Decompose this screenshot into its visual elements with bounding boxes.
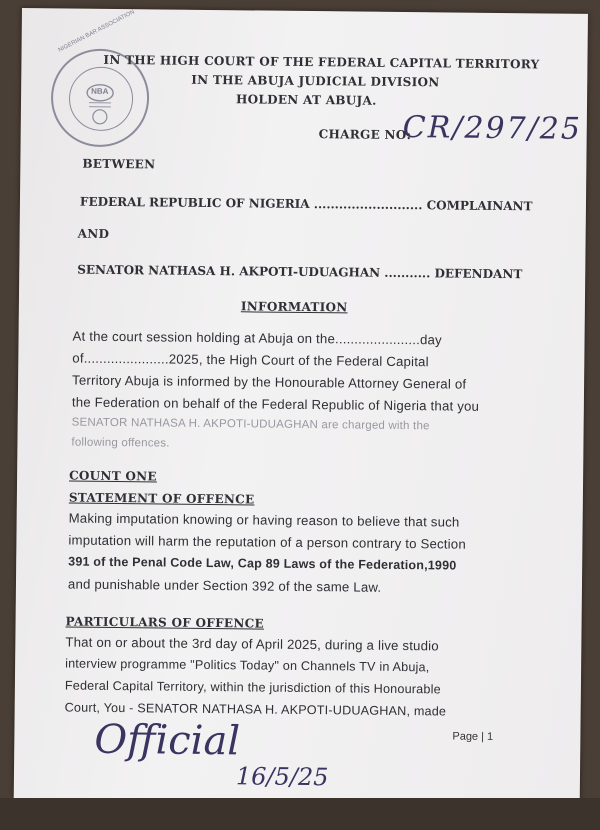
charge-number-label: CHARGE NO: — [318, 127, 412, 143]
statement-line-4: and punishable under Section 392 of the same Law. — [67, 576, 382, 595]
info-line-1: At the court session holding at Abuja on the......................day — [72, 328, 442, 348]
defendant-role: DEFENDANT — [434, 266, 523, 282]
complainant-role: COMPLAINANT — [426, 198, 533, 214]
info-line-2: of......................2025, the High Court of the Federal Capital — [72, 350, 429, 370]
court-header-line3: HOLDEN AT ABUJA. — [235, 92, 377, 108]
info-line-6: following offences. — [71, 436, 170, 450]
info-line-5: SENATOR NATHASA H. AKPOTI-UDUAGHAN are charged with the — [71, 416, 430, 433]
complainant-dots: .......................... — [313, 197, 423, 213]
count-one-title: COUNT ONE — [69, 468, 158, 484]
charge-number-handwritten: CR/297/25 — [402, 109, 583, 147]
statement-line-3: 391 of the Penal Code Law, Cap 89 Laws of the Federation,1990 — [68, 554, 457, 573]
seal-ring-text: NIGERIAN BAR ASSOCIATION — [57, 9, 136, 54]
and-label: AND — [77, 226, 110, 241]
document-page — [14, 8, 588, 804]
info-line-4: the Federation on behalf of the Federal Republic of Nigeria that you — [71, 394, 480, 414]
handwritten-date: 16/5/25 — [235, 762, 329, 792]
particulars-title: PARTICULARS OF OFFENCE — [65, 614, 265, 631]
statement-of-offence-title: STATEMENT OF OFFENCE — [68, 490, 255, 507]
particulars-line-3: Federal Capital Territory, within the jurisdiction of this Honourable — [64, 678, 441, 697]
page-number: Page | 1 — [452, 730, 494, 743]
background-surface — [0, 798, 600, 830]
particulars-line-1: That on or about the 3rd day of April 2025, during a live studio — [65, 634, 439, 654]
court-header-line1: IN THE HIGH COURT OF THE FEDERAL CAPITAL TERRITORY — [103, 52, 540, 72]
defendant-name: SENATOR NATHASA H. AKPOTI-UDUAGHAN — [77, 262, 381, 280]
complainant-name: FEDERAL REPUBLIC OF NIGERIA — [79, 194, 310, 212]
statement-line-1: Making imputation knowing or having reason to believe that such — [68, 510, 460, 530]
statement-line-2: imputation will harm the reputation of a person contrary to Section — [68, 532, 467, 552]
between-label: BETWEEN — [82, 156, 156, 172]
information-title: INFORMATION — [240, 299, 348, 315]
defendant-dots: ........... — [384, 265, 431, 281]
defendant-line — [77, 263, 522, 282]
particulars-line-4: Court, You - SENATOR NATHASA H. AKPOTI-UDUAGHAN, made — [64, 700, 447, 719]
court-header-line2: IN THE ABUJA JUDICIAL DIVISION — [191, 72, 440, 90]
particulars-line-2: interview programme "Politics Today" on Channels TV in Abuja, — [65, 656, 430, 675]
complainant-line — [80, 195, 533, 214]
info-line-3: Territory Abuja is informed by the Honourable Attorney General of — [72, 372, 467, 392]
seal-emblem-text: NBA — [91, 86, 109, 96]
handwritten-official-note: Official — [94, 716, 241, 765]
